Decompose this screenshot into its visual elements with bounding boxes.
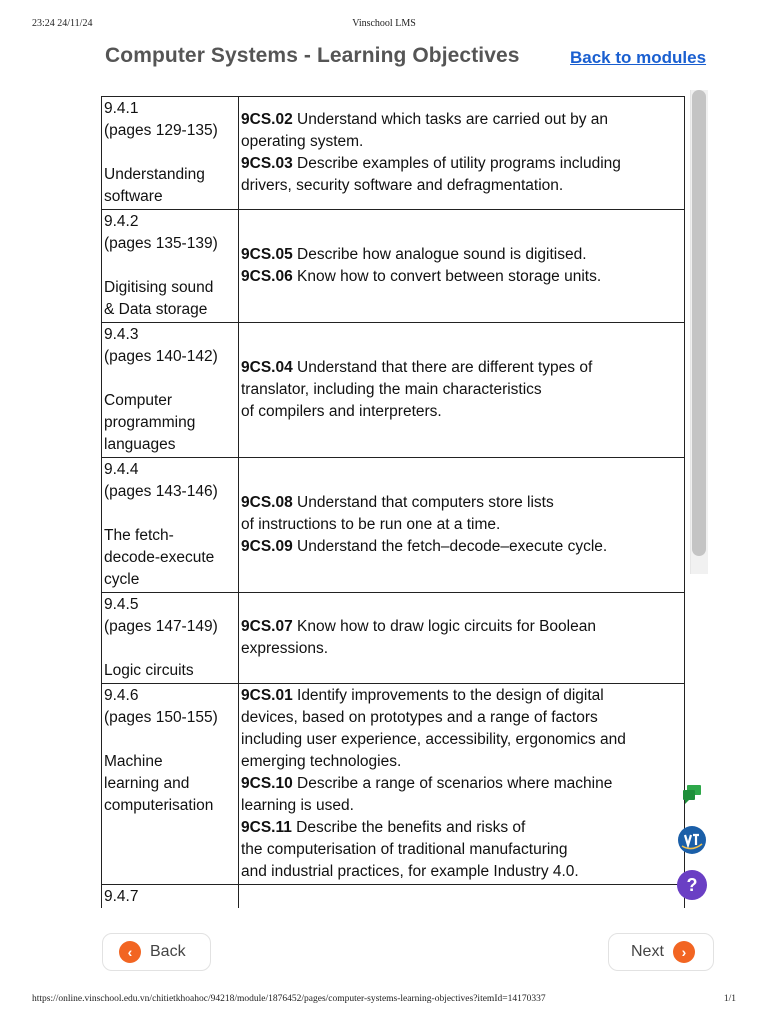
objective-line — [241, 357, 682, 379]
objective-code: 9CS.04 — [241, 359, 293, 376]
chat-icon — [680, 782, 704, 806]
print-footer — [32, 994, 736, 1006]
section-number: 9.4.7 — [104, 888, 139, 905]
section-number: 9.4.6 — [104, 687, 139, 704]
objective-line — [241, 685, 682, 707]
objective-line — [241, 751, 682, 773]
objective-text: Know how to convert between storage units. — [292, 268, 602, 285]
help-icon: ? — [686, 874, 698, 895]
objective-line — [241, 707, 682, 729]
section-pages: (pages 129-135) — [104, 122, 218, 139]
objective-text: Describe a range of scenarios where machine — [292, 775, 613, 792]
objective-line — [241, 514, 682, 536]
print-header — [32, 18, 736, 30]
spacer — [104, 638, 236, 660]
back-button[interactable] — [102, 933, 211, 971]
objective-line — [241, 773, 682, 795]
section-topic-line: Logic circuits — [104, 662, 194, 679]
objective-text: emerging technologies. — [241, 753, 402, 770]
section-pages: (pages 135-139) — [104, 235, 218, 252]
table-row — [102, 210, 685, 323]
objective-line — [241, 266, 682, 288]
help-button[interactable] — [677, 870, 707, 900]
section-cell — [102, 323, 239, 458]
next-button[interactable] — [608, 933, 714, 971]
table-row — [102, 97, 685, 210]
objectives-cell — [239, 885, 685, 909]
learning-objectives-table — [101, 96, 685, 908]
objective-text: drivers, security software and defragmentation. — [241, 177, 564, 194]
spacer — [104, 729, 236, 751]
objective-code: 9CS.05 — [241, 246, 293, 263]
objective-text: including user experience, accessibility, ergonomics and — [241, 731, 626, 748]
objective-line — [241, 401, 682, 423]
section-topic-line: languages — [104, 436, 176, 453]
section-pages: (pages 143-146) — [104, 483, 218, 500]
objective-text: and industrial practices, for example Industry 4.0. — [241, 863, 579, 880]
objective-line — [241, 244, 682, 266]
objective-line — [241, 131, 682, 153]
section-topic-line: decode-execute — [104, 549, 215, 566]
section-topic-line: cycle — [104, 571, 140, 588]
objective-line — [241, 175, 682, 197]
objective-text: Describe the benefits and risks of — [291, 819, 526, 836]
objective-text: of compilers and interpreters. — [241, 403, 442, 420]
section-topic-line: learning and — [104, 775, 190, 792]
section-pages: (pages 140-142) — [104, 348, 218, 365]
section-cell — [102, 684, 239, 885]
objectives-cell — [239, 97, 685, 210]
chevron-left-icon: ‹ — [119, 941, 141, 963]
section-number: 9.4.2 — [104, 213, 139, 230]
section-number: 9.4.1 — [104, 100, 139, 117]
objective-code: 9CS.09 — [241, 538, 293, 555]
objective-text: Describe examples of utility programs including — [292, 155, 621, 172]
section-topic-line: Machine — [104, 753, 163, 770]
section-cell — [102, 593, 239, 684]
next-button-label: Next — [631, 943, 664, 960]
objective-text: translator, including the main characteristics — [241, 381, 542, 398]
section-cell — [102, 458, 239, 593]
section-cell — [102, 97, 239, 210]
print-site-title: Vinschool LMS — [352, 18, 416, 29]
objective-line — [241, 109, 682, 131]
objective-text: expressions. — [241, 640, 329, 657]
objective-code: 9CS.02 — [241, 111, 293, 128]
objective-line — [241, 638, 682, 660]
objectives-table-viewport[interactable] — [101, 96, 687, 908]
chevron-right-icon: › — [673, 941, 695, 963]
spacer — [104, 255, 236, 277]
section-number: 9.4.3 — [104, 326, 139, 343]
objective-text: Understand the fetch–decode–execute cycle. — [292, 538, 608, 555]
spacer — [104, 142, 236, 164]
objectives-cell — [239, 593, 685, 684]
print-page-count: 1/1 — [723, 994, 736, 1004]
objective-line — [241, 729, 682, 751]
section-number: 9.4.5 — [104, 596, 139, 613]
section-pages: (pages 150-155) — [104, 709, 218, 726]
vinschool-logo-icon — [678, 826, 706, 854]
spacer — [104, 503, 236, 525]
objective-code: 9CS.10 — [241, 775, 293, 792]
objective-code: 9CS.11 — [241, 819, 292, 836]
objective-text: Understand that computers store lists — [292, 494, 554, 511]
section-topic-line: Computer — [104, 392, 173, 409]
section-pages: (pages 147-149) — [104, 618, 218, 635]
objectives-cell — [239, 684, 685, 885]
objective-code: 9CS.03 — [241, 155, 293, 172]
objective-text: Know how to draw logic circuits for Boolean — [292, 618, 596, 635]
objective-line — [241, 861, 682, 883]
objective-code: 9CS.07 — [241, 618, 293, 635]
print-datetime: 23:24 24/11/24 — [32, 18, 93, 29]
spacer — [104, 368, 236, 390]
section-topic-line: software — [104, 188, 163, 205]
objectives-cell — [239, 210, 685, 323]
objective-line — [241, 795, 682, 817]
table-row — [102, 684, 685, 885]
print-url: https://online.vinschool.edu.vn/chitietkhoahoc/94218/module/1876452/pages/computer-systems-learning-objectives?itemId=14170337 — [32, 994, 546, 1004]
section-topic-line: & Data storage — [104, 301, 208, 318]
section-topic-line: The fetch- — [104, 527, 174, 544]
section-topic-line: Understanding — [104, 166, 205, 183]
objective-line — [241, 536, 682, 558]
objective-line — [241, 839, 682, 861]
table-row — [102, 885, 685, 909]
objective-code: 9CS.08 — [241, 494, 293, 511]
table-row — [102, 323, 685, 458]
objective-code: 9CS.01 — [241, 687, 293, 704]
page-title: Computer Systems - Learning Objectives — [105, 44, 520, 67]
objective-line — [241, 616, 682, 638]
section-topic-line: programming — [104, 414, 196, 431]
scrollbar-thumb[interactable] — [692, 90, 706, 556]
section-topic-line: computerisation — [104, 797, 214, 814]
objective-line — [241, 153, 682, 175]
objectives-cell — [239, 323, 685, 458]
section-cell — [102, 210, 239, 323]
objective-text: Identify improvements to the design of digital — [292, 687, 604, 704]
objective-text: Describe how analogue sound is digitised. — [292, 246, 587, 263]
table-row — [102, 593, 685, 684]
objective-text: operating system. — [241, 133, 364, 150]
objectives-cell — [239, 458, 685, 593]
objective-line — [241, 492, 682, 514]
objective-text: Understand that there are different types of — [292, 359, 593, 376]
vinschool-brand-button[interactable] — [678, 826, 706, 854]
section-cell — [102, 885, 239, 909]
section-topic-line: Digitising sound — [104, 279, 214, 296]
objective-code: 9CS.06 — [241, 268, 293, 285]
objective-line — [241, 379, 682, 401]
section-number: 9.4.4 — [104, 461, 139, 478]
objective-text: Understand which tasks are carried out by an — [292, 111, 609, 128]
objective-text: devices, based on prototypes and a range of factors — [241, 709, 598, 726]
table-row — [102, 458, 685, 593]
back-to-modules-link[interactable]: Back to modules — [570, 48, 707, 67]
objective-text: of instructions to be run one at a time. — [241, 516, 501, 533]
chat-button[interactable] — [678, 780, 706, 808]
back-button-label: Back — [150, 943, 186, 960]
objective-line — [241, 817, 682, 839]
objective-text: learning is used. — [241, 797, 354, 814]
objective-text: the computerisation of traditional manufacturing — [241, 841, 568, 858]
